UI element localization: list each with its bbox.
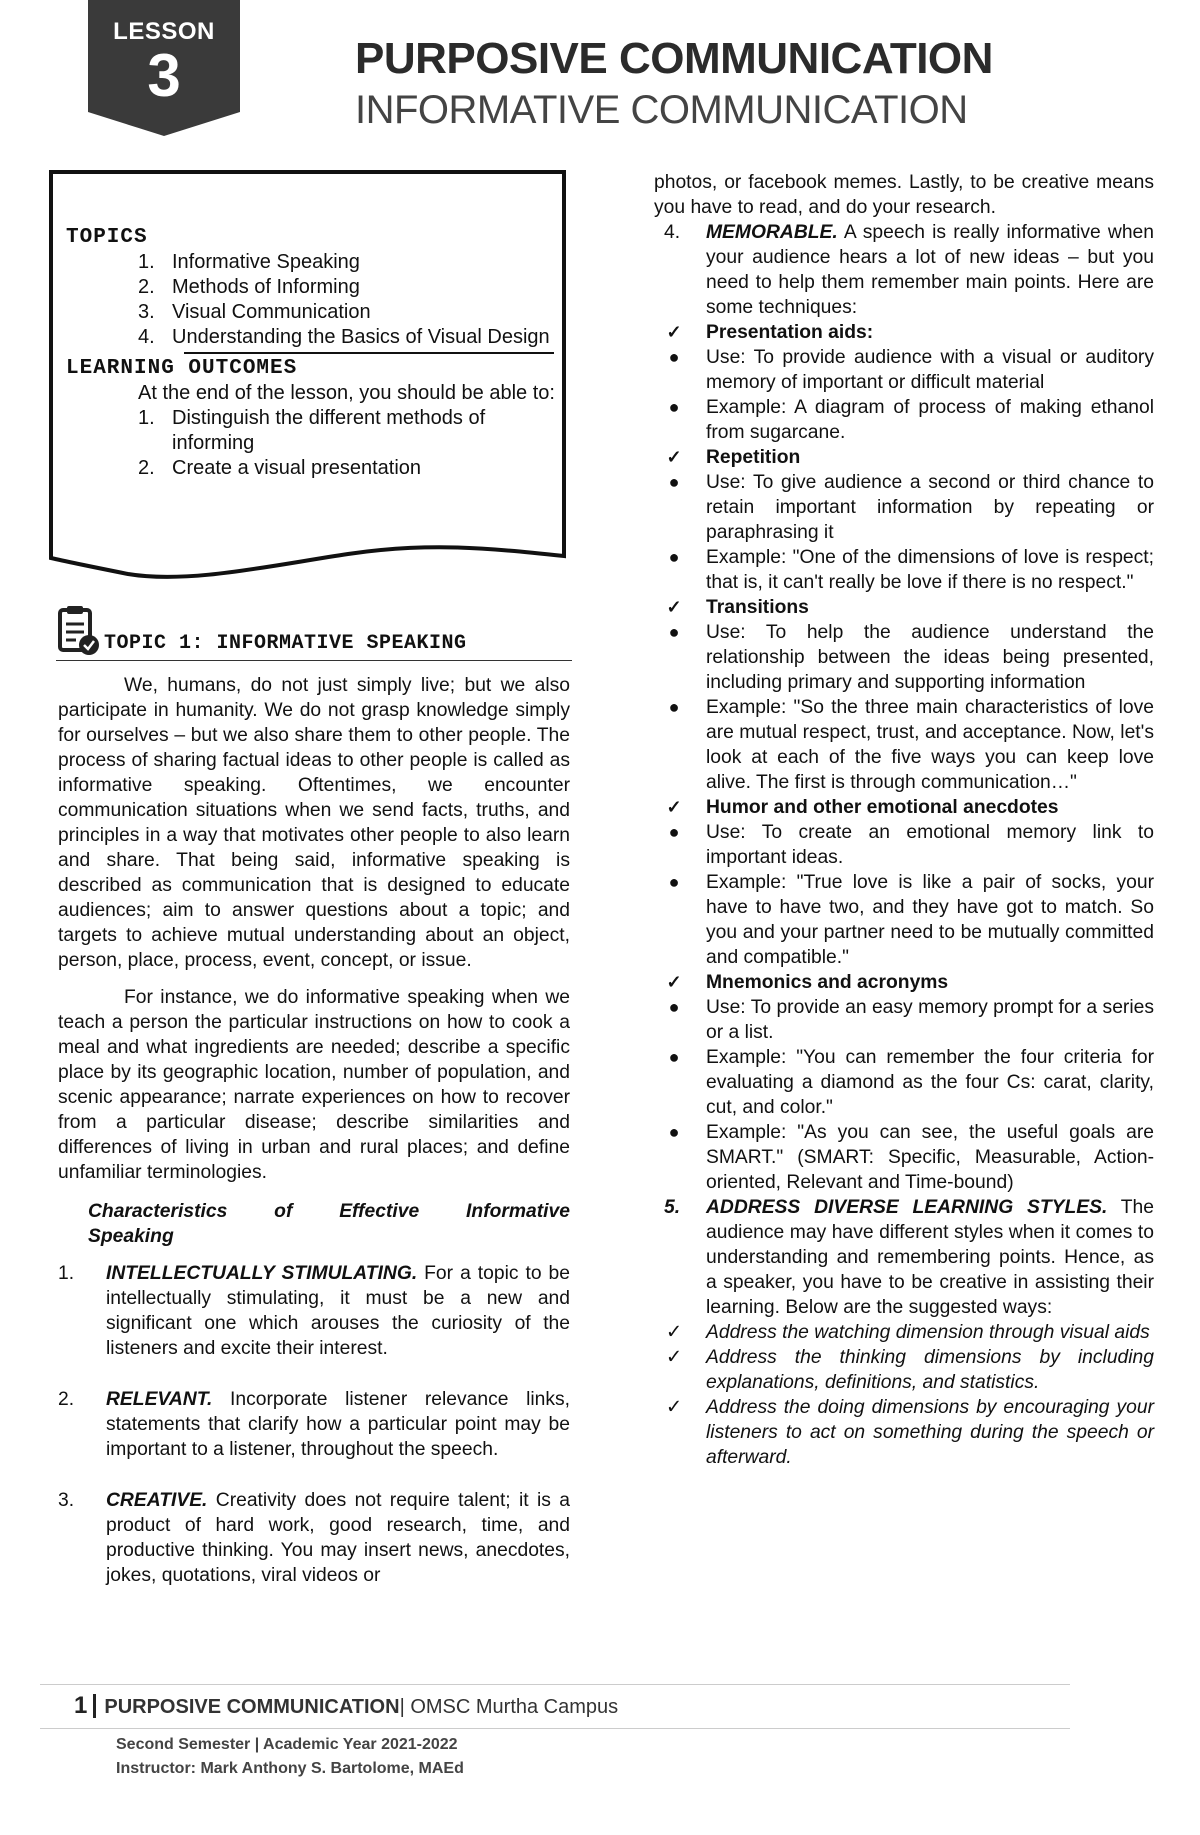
technique-heading: ✓ Humor and other emotional anecdotes [654, 795, 1154, 820]
characteristic-item: 5. ADDRESS DIVERSE LEARNING STYLES. The audience may have different styles when it comes to understanding and remembering points. Hence, as a speaker, you have to be creative in assisting their learning. Below are the suggested ways: [664, 1197, 1155, 1318]
technique-bullet: ● Use: To provide an easy memory prompt for a series or a list. [654, 995, 1154, 1045]
check-icon: ✓ [665, 1322, 683, 1343]
characteristic-item: 3. CREATIVE. Creativity does not require talent; it is a product of hard work, good research, time, and productive thinking. You may insert news, anecdotes, jokes, quotations, viral videos or [58, 1490, 570, 1586]
footer-instructor: Instructor: Mark Anthony S. Bartolome, MAEd [116, 1760, 464, 1777]
left-column [58, 673, 570, 1588]
technique-heading: ✓ Presentation aids: [654, 320, 1154, 345]
bullet-icon: ● [668, 547, 680, 567]
outcome-item: 2. Create a visual presentation [138, 457, 422, 479]
technique-heading: ✓ Mnemonics and acronyms [654, 970, 1154, 995]
page-subtitle: INFORMATIVE COMMUNICATION [355, 88, 968, 132]
characteristics-heading-cont: Speaking [88, 1226, 174, 1247]
bullet-icon: ● [668, 822, 680, 842]
footer-bar [93, 1694, 96, 1718]
topics-list [66, 250, 558, 350]
topic1-header [56, 602, 572, 661]
bullet-icon: ● [668, 347, 680, 367]
bullet-icon: ● [668, 1122, 680, 1142]
paragraph: photos, or facebook memes. Lastly, to be creative means you have to read, and do your research. [654, 172, 1154, 218]
technique-bullet: ● Use: To give audience a second or third chance to retain important information by repeating or paraphrasing it [654, 470, 1154, 545]
topic1-heading: TOPIC 1: INFORMATIVE SPEAKING [104, 632, 467, 655]
check-icon: ✓ [666, 972, 682, 992]
styles-list [654, 1320, 1154, 1470]
technique-heading: ✓ Transitions [654, 595, 1154, 620]
technique-bullet: ● Example: "As you can see, the useful goals are SMART." (SMART: Specific, Measurable, Action-oriented, Relevant and Time-bound) [654, 1120, 1154, 1195]
topic-item: 2. Methods of Informing [138, 276, 360, 298]
style-item: ✓ Address the thinking dimensions by including explanations, definitions, and statistics. [654, 1345, 1154, 1395]
bullet-icon: ● [668, 997, 680, 1017]
topics-divider [184, 352, 554, 354]
technique-bullet: ● Use: To create an emotional memory link to important ideas. [654, 820, 1154, 870]
topic-item: 3. Visual Communication [138, 301, 371, 323]
page-number: 1 [74, 1692, 88, 1719]
bullet-icon: ● [668, 622, 680, 642]
check-icon: ✓ [665, 1347, 683, 1368]
bullet-icon: ● [668, 1047, 680, 1067]
topics-heading: TOPICS [66, 226, 148, 249]
characteristic-item: 4. MEMORABLE. A speech is really informative when your audience hears a lot of new ideas – but you need to help them remember main points. Here are some techniques: [664, 222, 1154, 318]
topics-box [48, 170, 568, 590]
paragraph: For instance, we do informative speaking when we teach a person the particular instructions on how to cook a meal and what ingredients are needed; describe a specific place by its geographic location, number of population, and scenic appearance; narrate experiences on how to recover from a particular disease; describe similarities and differences of living in urban and rural places; and define unfamiliar terminologies. [58, 987, 570, 1183]
footer-course: PURPOSIVE COMMUNICATION [104, 1696, 400, 1718]
technique-heading: ✓ Repetition [654, 445, 1154, 470]
topic-item: 1. Informative Speaking [138, 251, 360, 273]
topics-box-content [66, 225, 558, 481]
characteristic-item: 1. INTELLECTUALLY STIMULATING. For a topic to be intellectually stimulating, it must be a new and significant one which arouses the curiosity of the listeners and excite their interest. [58, 1263, 570, 1359]
bullet-icon: ● [668, 872, 680, 892]
topic-item: 4. Understanding the Basics of Visual Design [138, 326, 550, 348]
page-title: PURPOSIVE COMMUNICATION [355, 34, 993, 83]
bullet-icon: ● [668, 472, 680, 492]
techniques-list [654, 320, 1154, 1195]
lesson-number: 3 [147, 42, 181, 109]
technique-bullet: ● Example: "So the three main characteristics of love are mutual respect, trust, and acceptance. Now, let's look at each of the five ways you can keep love alive. The first is through communication…" [654, 695, 1154, 795]
bullet-icon: ● [668, 697, 680, 717]
characteristics-list [58, 1261, 570, 1588]
style-item: ✓ Address the watching dimension through visual aids [654, 1320, 1154, 1345]
footer-divider [40, 1728, 1070, 1729]
lesson-label: LESSON [113, 18, 215, 45]
footer-row [74, 1692, 618, 1720]
technique-bullet: ● Example: "You can remember the four criteria for evaluating a diamond as the four Cs: carat, clarity, cut, and color." [654, 1045, 1154, 1120]
check-icon: ✓ [666, 322, 682, 342]
check-icon: ✓ [666, 447, 682, 467]
page-footer [40, 1684, 1070, 1777]
check-icon: ✓ [665, 1397, 683, 1418]
technique-bullet: ● Use: To provide audience with a visual or auditory memory of important or difficult material [654, 345, 1154, 395]
check-icon: ✓ [666, 597, 682, 617]
bullet-icon: ● [668, 397, 680, 417]
outcomes-intro: At the end of the lesson, you should be able to: [138, 382, 555, 404]
lesson-badge [88, 0, 240, 138]
characteristics-heading: Characteristics of Effective Informative [88, 1201, 570, 1222]
outcomes-list [66, 406, 558, 481]
outcomes-heading: LEARNING OUTCOMES [66, 357, 298, 380]
technique-bullet: ● Use: To help the audience understand the relationship between the ideas being presented, including primary and supporting information [654, 620, 1154, 695]
check-icon: ✓ [666, 797, 682, 817]
clipboard-check-icon [56, 604, 102, 658]
footer-semester: Second Semester | Academic Year 2021-2022 [116, 1736, 458, 1753]
style-item: ✓ Address the doing dimensions by encouraging your listeners to act on something during the speech or afterward. [654, 1395, 1154, 1470]
footer-campus: | OMSC Murtha Campus [399, 1696, 619, 1718]
paragraph: We, humans, do not just simply live; but we also participate in humanity. We do not grasp knowledge simply for ourselves – but we also share them to other people. The process of sharing factual ideas to other people is called as informative speaking. Oftentimes, we encounter communication situations when we send facts, truths, and principles in a way that motivates other people to also learn and share. That being said, informative speaking is described as communication that is designed to educate audiences; aim to answer questions about a topic; and targets to achieve mutual understanding about an object, person, place, process, event, concept, or issue. [58, 675, 570, 971]
outcome-item: 1. Distinguish the different methods of informing [138, 407, 486, 454]
footer-divider [40, 1684, 1070, 1685]
right-column [654, 170, 1154, 1470]
technique-bullet: ● Example: A diagram of process of making ethanol from sugarcane. [654, 395, 1154, 445]
characteristic-item: 2. RELEVANT. Incorporate listener relevance links, statements that clarify how a particular point may be important to a listener, throughout the speech. [58, 1389, 570, 1460]
technique-bullet: ● Example: "True love is like a pair of socks, your have to have two, and they have got to match. So you and your partner need to be mutually committed and compatible." [654, 870, 1154, 970]
technique-bullet: ● Example: "One of the dimensions of love is respect; that is, it can't really be love if there is no respect." [654, 545, 1154, 595]
